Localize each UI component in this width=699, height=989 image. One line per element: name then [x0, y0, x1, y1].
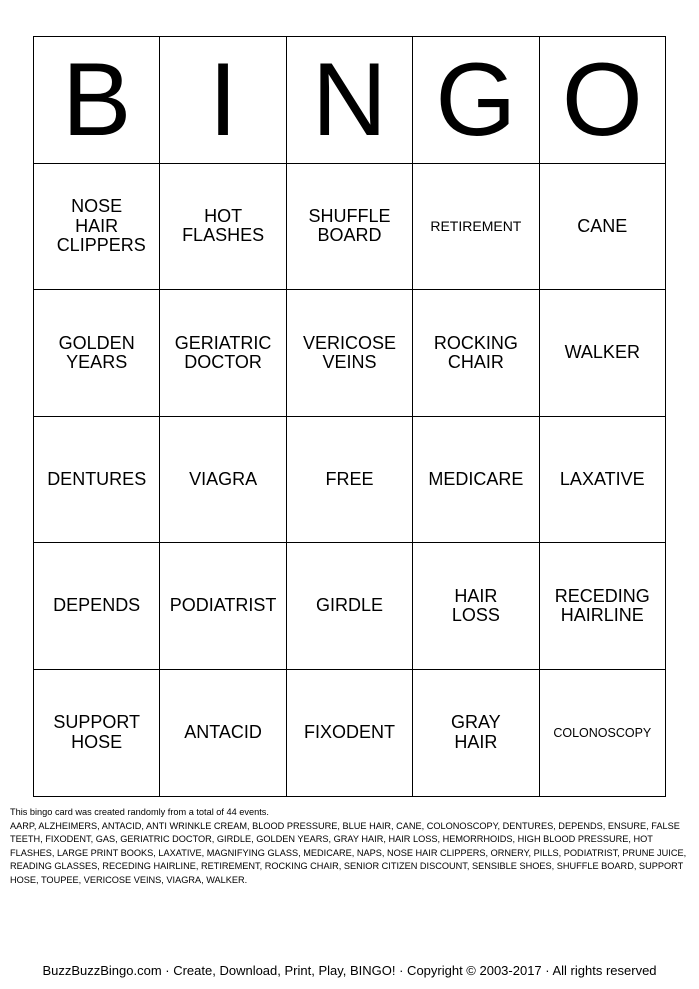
card-cell: SHUFFLE BOARD — [286, 163, 412, 290]
card-cell: GOLDEN YEARS — [34, 290, 160, 417]
card-cell: GRAY HAIR — [413, 669, 539, 796]
card-cell: VIAGRA — [160, 416, 286, 543]
card-cell: NOSE HAIR CLIPPERS — [34, 163, 160, 290]
card-cell: HOT FLASHES — [160, 163, 286, 290]
card-cell: MEDICARE — [413, 416, 539, 543]
card-cell: HAIR LOSS — [413, 543, 539, 670]
card-cell: COLONOSCOPY — [539, 669, 665, 796]
card-cell: GERIATRIC DOCTOR — [160, 290, 286, 417]
event-list: AARP, ALZHEIMERS, ANTACID, ANTI WRINKLE CREAM, BLOOD PRESSURE, BLUE HAIR, CANE, COLONOSCOPY, DENTURES, DEPENDS, ENSURE, FALSE TEETH, FIXODENT, GAS, GERIATRIC DOCTOR, GIRDLE, GOLDEN YEARS, GRAY HAIR, HAIR LOSS, HEMORRHOIDS, HIGH BLOOD PRESSURE, HOT FLASHES, LARGE PRINT BOOKS, LAXATIVE, MAGNIFYING GLASS, MEDICARE, NAPS, NOSE HAIR CLIPPERS, ORNERY, PILLS, PODIATRIST, PRUNE JUICE, READING GLASSES, RECEDING HAIRLINE, RETIREMENT, ROCKING CHAIR, SENIOR CITIZEN DISCOUNT, SENSIBLE SHOES, SHUFFLE BOARD, SUPPORT HOSE, TOUPEE, VERICOSE VEINS, VIAGRA, WALKER. — [10, 820, 687, 885]
header-letter-b: B — [34, 37, 160, 164]
card-cell: ANTACID — [160, 669, 286, 796]
card-cell: GIRDLE — [286, 543, 412, 670]
card-cell: FIXODENT — [286, 669, 412, 796]
footer-copyright: BuzzBuzzBingo.com · Create, Download, Print, Play, BINGO! · Copyright © 2003-2017 · All rights reserved — [42, 963, 657, 978]
card-row — [34, 163, 666, 290]
header-letter-o: O — [539, 37, 665, 164]
header-row — [34, 37, 666, 164]
card-row — [34, 543, 666, 670]
card-cell: SUPPORT HOSE — [34, 669, 160, 796]
event-list-info — [10, 806, 690, 888]
card-cell: DENTURES — [34, 416, 160, 543]
card-row — [34, 290, 666, 417]
card-cell: WALKER — [539, 290, 665, 417]
card-cell: DEPENDS — [34, 543, 160, 670]
card-cell: PODIATRIST — [160, 543, 286, 670]
card-cell: ROCKING CHAIR — [413, 290, 539, 417]
header-letter-g: G — [413, 37, 539, 164]
card-cell: RETIREMENT — [413, 163, 539, 290]
card-cell: LAXATIVE — [539, 416, 665, 543]
bingo-card — [33, 36, 666, 797]
event-count-note: This bingo card was created randomly from a total of 44 events. — [10, 807, 269, 817]
header-letter-i: I — [160, 37, 286, 164]
card-cell: RECEDING HAIRLINE — [539, 543, 665, 670]
card-row — [34, 416, 666, 543]
card-cell: VERICOSE VEINS — [286, 290, 412, 417]
free-space: FREE — [286, 416, 412, 543]
header-letter-n: N — [286, 37, 412, 164]
card-cell: CANE — [539, 163, 665, 290]
card-row — [34, 669, 666, 796]
